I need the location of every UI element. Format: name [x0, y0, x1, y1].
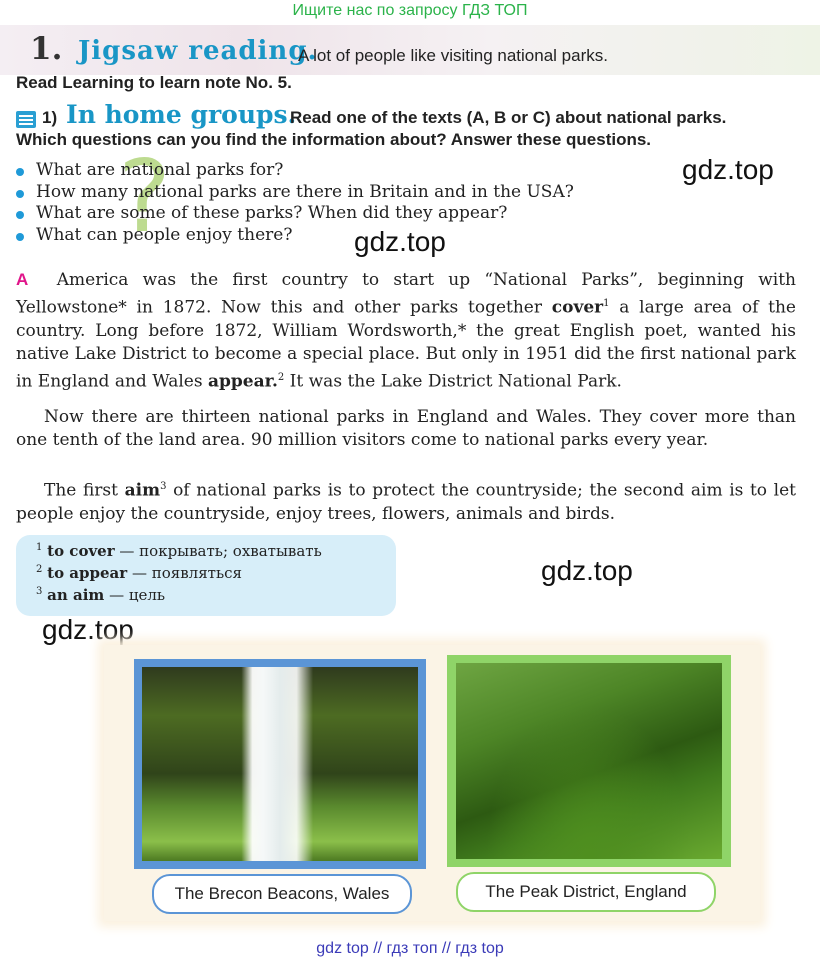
question-list — [16, 160, 574, 246]
question-mark-icon: ? — [118, 138, 172, 255]
task-title: In home groups. — [66, 100, 297, 129]
watermark: gdz.top — [682, 154, 774, 185]
bullet-icon — [16, 233, 24, 241]
bullet-icon — [16, 190, 24, 198]
exercise-title: Jigsaw reading. — [78, 36, 318, 66]
exercise-number: 1. — [30, 31, 63, 67]
bullet-icon — [16, 168, 24, 176]
text-letter: A — [16, 270, 29, 289]
list-item: How many national parks are there in Britain and in the USA? — [16, 182, 574, 204]
text-a-paragraph-3: The first aim$^3$ of national parks is to protect the countryside; the second aim is to let people enjoy the countryside, enjoy trees, flowers, animals and birds. — [16, 480, 796, 524]
bullet-icon — [16, 211, 24, 219]
glossary-item: $^2$ to appear — появляться — [36, 564, 242, 582]
learning-note: Read Learning to learn note No. 5. — [16, 73, 292, 92]
text-a-paragraph-1: A America was the first country to start up “National Parks”, beginning with Yellowstone* in 1872. Now this and other parks together cover$^1$ a large area of the country. Long before 1872, William Wordsworth,* the great English poet, wanted his native Lake District to become a special place. But only in 1951 did the first national park in England and Wales appear.$^2$ It was the Lake District National Park. — [16, 270, 796, 392]
valley-photo — [456, 663, 722, 859]
photo-caption-peak: The Peak District, England — [456, 872, 716, 912]
task-instruction: Read one of the texts (A, B or C) about national parks. — [290, 108, 727, 127]
waterfall-photo — [142, 667, 418, 861]
watermark: gdz.top — [541, 555, 633, 586]
watermark: gdz.top — [42, 614, 134, 645]
task-number: 1) — [42, 108, 58, 127]
task-instruction-2: Which questions can you find the information about? Answer these questions. — [16, 130, 652, 149]
list-icon — [16, 111, 36, 128]
top-banner: Ищите нас по запросу ГДЗ ТОП — [292, 2, 528, 19]
list-item: What can people enjoy there? — [16, 225, 574, 247]
list-item: What are national parks for? — [16, 160, 574, 182]
text-a-paragraph-2: Now there are thirteen national parks in England and Wales. They cover more than one tenth of the land area. 90 million visitors come to national parks every year. — [16, 407, 796, 450]
glossary-box — [16, 535, 396, 616]
list-item: What are some of these parks? When did they appear? — [16, 203, 574, 225]
watermark: gdz.top — [354, 226, 446, 257]
glossary-item: $^1$ to cover — покрывать; охватывать — [36, 542, 322, 560]
footer-watermark: gdz top // гдз топ // гдз top — [316, 940, 504, 957]
photo-caption-brecon: The Brecon Beacons, Wales — [152, 874, 412, 914]
exercise-intro: A lot of people like visiting national parks. — [298, 46, 608, 65]
glossary-item: $^3$ an aim — цель — [36, 586, 166, 604]
